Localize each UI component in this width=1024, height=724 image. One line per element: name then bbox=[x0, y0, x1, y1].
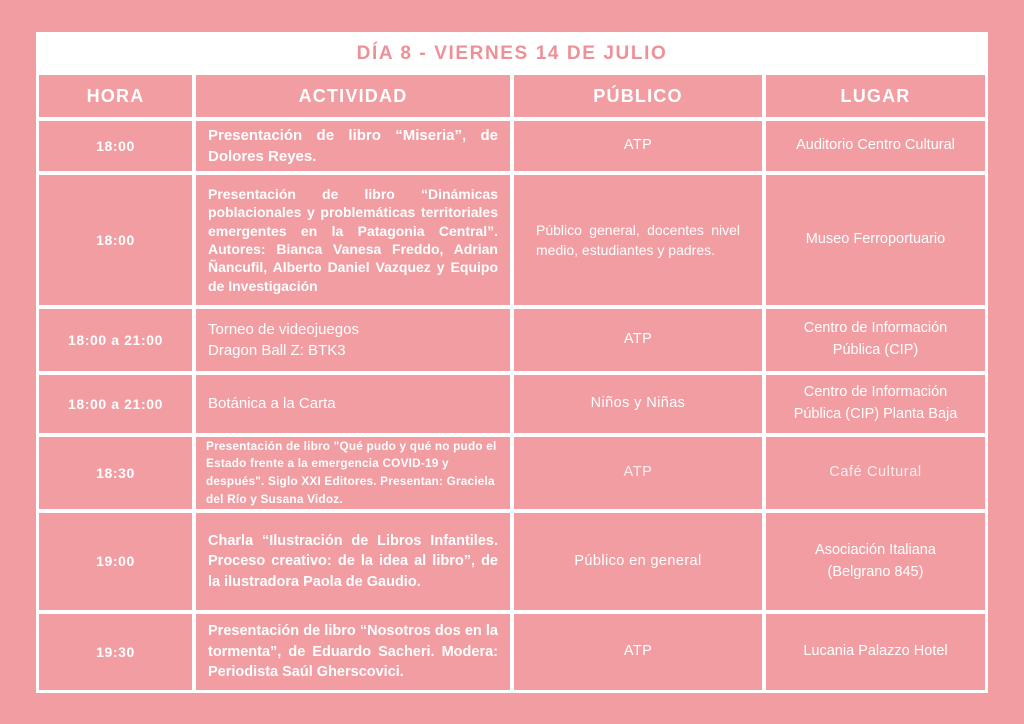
cell-publico-row-2: Público general, docentes nivel medio, estudiantes y padres. bbox=[514, 175, 762, 305]
cell-publico-row-1: ATP bbox=[514, 121, 762, 171]
cell-lugar-row-5: Café Cultural bbox=[766, 437, 985, 509]
column-header-lugar: LUGAR bbox=[766, 75, 985, 117]
cell-publico-row-4: Niños y Niñas bbox=[514, 375, 762, 433]
cell-publico-row-3: ATP bbox=[514, 309, 762, 371]
column-header-hora: HORA bbox=[39, 75, 192, 117]
cell-lugar-row-4: Centro de Información Pública (CIP) Planta Baja bbox=[766, 375, 985, 433]
cell-hora-row-3: 18:00 a 21:00 bbox=[39, 309, 192, 371]
cell-lugar-row-1: Auditorio Centro Cultural bbox=[766, 121, 985, 171]
cell-hora-row-2: 18:00 bbox=[39, 175, 192, 305]
cell-lugar-row-2: Museo Ferroportuario bbox=[766, 175, 985, 305]
cell-lugar-row-3: Centro de Información Pública (CIP) bbox=[766, 309, 985, 371]
cell-lugar-row-7: Lucania Palazzo Hotel bbox=[766, 614, 985, 690]
cell-publico-row-5: ATP bbox=[514, 437, 762, 509]
schedule-table-panel bbox=[36, 32, 988, 693]
cell-actividad-row-1: Presentación de libro “Miseria”, de Dolores Reyes. bbox=[196, 121, 510, 171]
cell-actividad-row-5: Presentación de libro "Qué pudo y qué no pudo el Estado frente a la emergencia COVID-19 y después". Siglo XXI Editores. Presentan: Graciela del Río y Susana Vidoz. bbox=[196, 437, 510, 509]
cell-actividad-row-6: Charla “Ilustración de Libros Infantiles. Proceso creativo: de la idea al libro”, de la ilustradora Paola de Gaudio. bbox=[196, 513, 510, 610]
schedule-table bbox=[39, 75, 985, 690]
page-title: DÍA 8 - VIERNES 14 DE JULIO bbox=[39, 35, 985, 73]
column-header-publico: PÚBLICO bbox=[514, 75, 762, 117]
cell-hora-row-4: 18:00 a 21:00 bbox=[39, 375, 192, 433]
cell-publico-row-7: ATP bbox=[514, 614, 762, 690]
cell-hora-row-5: 18:30 bbox=[39, 437, 192, 509]
cell-actividad-row-7: Presentación de libro “Nosotros dos en la tormenta”, de Eduardo Sacheri. Modera: Periodista Saúl Gherscovici. bbox=[196, 614, 510, 690]
cell-publico-row-6: Público en general bbox=[514, 513, 762, 610]
cell-actividad-row-4: Botánica a la Carta bbox=[196, 375, 510, 433]
cell-actividad-row-3: Torneo de videojuegos Dragon Ball Z: BTK3 bbox=[196, 309, 510, 371]
cell-hora-row-1: 18:00 bbox=[39, 121, 192, 171]
cell-lugar-row-6: Asociación Italiana (Belgrano 845) bbox=[766, 513, 985, 610]
cell-hora-row-6: 19:00 bbox=[39, 513, 192, 610]
cell-hora-row-7: 19:30 bbox=[39, 614, 192, 690]
cell-actividad-row-2: Presentación de libro “Dinámicas poblacionales y problemáticas territoriales emergentes en la Patagonia Central”. Autores: Bianca Vanesa Freddo, Adrian Ñancufil, Alberto Daniel Vazquez y Equipo de Investigación bbox=[196, 175, 510, 305]
column-header-actividad: ACTIVIDAD bbox=[196, 75, 510, 117]
